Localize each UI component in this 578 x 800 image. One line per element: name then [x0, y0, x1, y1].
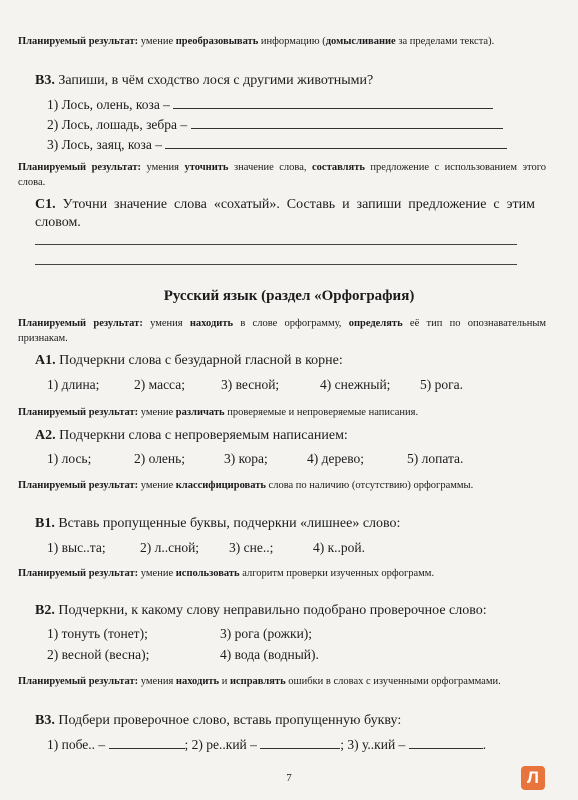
- planned-result-1: Планируемый результат: умение преобразовывать информацию (домысливание за пределами текста).: [18, 36, 495, 47]
- answer-blank[interactable]: [260, 737, 340, 749]
- options-b2-row2: [47, 646, 319, 664]
- task-a2: А2. Подчеркни слова с непроверяемым написанием:: [35, 428, 348, 443]
- fill-in-line: 1) побе.. – ; 2) ре..кий – ; 3) у..кий – .: [47, 737, 487, 752]
- answer-blank[interactable]: [109, 737, 185, 749]
- answer-line-3: 3) Лось, заяц, коза –: [47, 136, 527, 154]
- task-a1: А1. Подчеркни слова с безударной гласной в корне:: [35, 353, 343, 368]
- answer-rule[interactable]: [35, 264, 517, 265]
- task-b3-bottom: В3. Подбери проверочное слово, вставь пропущенную букву:: [35, 713, 402, 728]
- option[interactable]: 4) к..рой.: [313, 540, 366, 555]
- option[interactable]: 2) весной (весна);: [47, 647, 150, 662]
- planned-result-2: Планируемый результат: умения уточнить значение слова, составлять предложение с использованием этого слова.: [18, 162, 547, 188]
- answer-line-1: 1) Лось, олень, коза –: [47, 96, 527, 114]
- option[interactable]: 2) олень;: [134, 451, 186, 466]
- planned-result-3: Планируемый результат: умения находить в слове орфограмму, определять её тип по опознавательным признакам.: [18, 318, 547, 344]
- task-c1: С1. Уточни значение слова «сохатый». Составь и запиши предложение с этим словом.: [35, 197, 536, 230]
- page-number: 7: [286, 772, 292, 784]
- option[interactable]: 1) тонуть (тонет);: [47, 626, 148, 641]
- answer-line-2: 2) Лось, лошадь, зебра –: [47, 116, 527, 134]
- option[interactable]: 2) л..сной;: [140, 540, 200, 555]
- option[interactable]: 3) кора;: [224, 451, 268, 466]
- option[interactable]: 3) весной;: [221, 377, 280, 392]
- task-b1: В1. Вставь пропущенные буквы, подчеркни «лишнее» слово:: [35, 516, 401, 531]
- options-a1: [47, 376, 463, 394]
- option[interactable]: 1) лось;: [47, 451, 92, 466]
- options-a2: [47, 450, 463, 468]
- option[interactable]: 1) длина;: [47, 377, 100, 392]
- option[interactable]: 4) вода (водный).: [220, 647, 319, 662]
- section-heading: Русский язык (раздел «Орфография): [163, 288, 415, 304]
- answer-blank[interactable]: [165, 137, 507, 149]
- options-b2-row1: [47, 625, 312, 643]
- option[interactable]: 5) лопата.: [407, 451, 464, 466]
- answer-blank[interactable]: [191, 117, 503, 129]
- option[interactable]: 4) дерево;: [307, 451, 365, 466]
- option[interactable]: 3) рога (рожки);: [220, 626, 313, 641]
- option[interactable]: 1) выс..та;: [47, 540, 106, 555]
- planned-result-5: Планируемый результат: умение классифицировать слова по наличию (отсутствию) орфограммы.: [18, 480, 474, 491]
- planned-result-6: Планируемый результат: умение использовать алгоритм проверки изученных орфограмм.: [18, 568, 435, 579]
- task-b2: В2. Подчеркни, к какому слову неправильно подобрано проверочное слово:: [35, 603, 487, 618]
- option[interactable]: 5) рога.: [420, 377, 464, 392]
- option[interactable]: 4) снежный;: [320, 377, 391, 392]
- answer-rule[interactable]: [35, 244, 517, 245]
- planned-result-4: Планируемый результат: умение различать проверяемые и непроверяемые написания.: [18, 407, 419, 418]
- planned-result-7: Планируемый результат: умения находить и исправлять ошибки в словах с изученными орфограммами.: [18, 676, 501, 687]
- publisher-logo: Л: [521, 766, 545, 790]
- option[interactable]: 2) масса;: [134, 377, 185, 392]
- answer-blank[interactable]: [173, 97, 493, 109]
- options-b1: [47, 539, 365, 557]
- option[interactable]: 3) сне..;: [229, 540, 274, 555]
- task-b3-top: В3. Запиши, в чём сходство лося с другими животными?: [35, 73, 374, 88]
- answer-blank[interactable]: [409, 737, 483, 749]
